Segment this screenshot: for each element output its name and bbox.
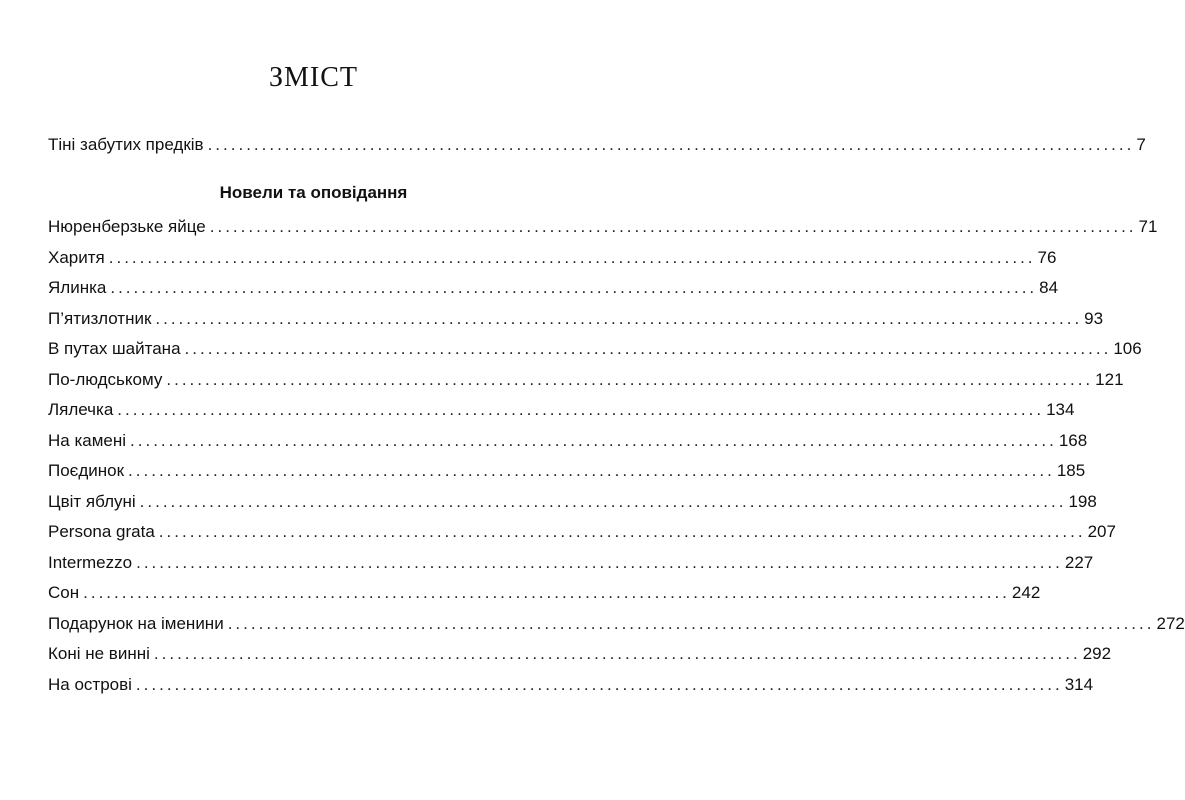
section-heading: Новели та оповідання [219, 183, 408, 202]
toc-entry [48, 430, 1088, 457]
toc-entry-page: 207 [1087, 522, 1116, 541]
page-title: ЗМІСТ [268, 62, 359, 93]
toc-entry-page: 227 [1064, 552, 1094, 572]
toc-entry [48, 278, 1059, 304]
toc-entry-label: Харитя [48, 247, 105, 267]
toc-entry [48, 583, 1041, 609]
toc-entry [48, 247, 1057, 274]
toc-leader-dots: ........................................................................................................................ [136, 552, 1063, 572]
toc-entry-page: 242 [1011, 583, 1041, 602]
toc-entry-label: П’ятизлотник [48, 308, 152, 328]
toc-entry-label: Ялинка [48, 278, 107, 297]
toc-entry [48, 613, 1185, 640]
toc-leader-dots: ........................................................................................................................ [83, 583, 1010, 602]
toc-leader-dots: ........................................................................................................................ [130, 430, 1057, 450]
toc-entry-label: Persona grata [48, 522, 155, 541]
toc-leader-dots: ........................................................................................................................ [209, 217, 1137, 236]
toc-leader-dots: ........................................................................................................................ [184, 339, 1112, 358]
toc-entry-page: 198 [1068, 491, 1097, 511]
toc-leader-dots: ........................................................................................................................ [227, 613, 1155, 633]
toc-entry-page: 76 [1037, 247, 1057, 267]
toc-entry-page: 272 [1156, 613, 1185, 633]
toc-entry-label: Сон [48, 583, 80, 602]
toc-entry [48, 552, 1094, 579]
toc-leader-dots: ........................................................................................................................ [158, 522, 1086, 541]
toc-leader-dots: ........................................................................................................................ [153, 644, 1081, 663]
toc-entry-page: 71 [1138, 217, 1158, 236]
toc-entry-page: 168 [1058, 430, 1088, 450]
toc-entry-label: В путах шайтана [48, 339, 181, 358]
toc-entry [48, 217, 1158, 243]
toc-entry-page: 7 [1136, 135, 1146, 154]
toc-entry-label: Подарунок на іменини [48, 613, 224, 633]
toc-entry-label: На камені [48, 430, 127, 450]
toc-entry-label: Коні не винні [48, 644, 150, 663]
toc-entry [48, 369, 1124, 396]
toc-leader-dots: ........................................................................................................................ [117, 400, 1045, 419]
toc-entry-label: На острові [48, 674, 132, 694]
toc-entry-page: 134 [1046, 400, 1075, 419]
toc-leader-dots: ........................................................................................................................ [108, 247, 1036, 267]
toc-entry-page: 84 [1039, 278, 1059, 297]
toc-entry [48, 339, 1142, 365]
toc-entry [48, 522, 1116, 548]
toc-entry-label: Лялечка [48, 400, 114, 419]
toc-entry-page: 185 [1056, 461, 1086, 480]
toc-entry-label: Intermezzo [48, 552, 133, 572]
toc-entry-page: 106 [1113, 339, 1142, 358]
toc-entry-label: Нюренберзьке яйце [48, 217, 206, 236]
toc-leader-dots: ........................................................................................................................ [166, 369, 1094, 389]
toc-entry [48, 491, 1097, 518]
toc-entry-label: По-людському [48, 369, 163, 389]
toc-leader-dots: ........................................................................................................................ [128, 461, 1055, 480]
toc-leader-dots: ........................................................................................................................ [207, 135, 1135, 154]
toc-entry-label: Поєдинок [48, 461, 125, 480]
toc-entry-page: 314 [1064, 674, 1094, 694]
toc-entry-label: Цвіт яблуні [48, 491, 136, 511]
toc-entry-first [48, 135, 1146, 161]
toc-entry-label: Тіні забутих предків [48, 135, 204, 154]
toc-entry [48, 461, 1086, 487]
toc-entry [48, 674, 1094, 701]
toc-entry [48, 308, 1104, 335]
toc-entry [48, 400, 1075, 426]
toc-leader-dots: ........................................................................................................................ [155, 308, 1083, 328]
toc-entry-page: 292 [1082, 644, 1112, 663]
toc-entry-page: 93 [1084, 308, 1104, 328]
toc-entry-page: 121 [1095, 369, 1124, 389]
toc-leader-dots: ........................................................................................................................ [139, 491, 1067, 511]
toc-leader-dots: ........................................................................................................................ [135, 674, 1063, 694]
toc-entry [48, 644, 1112, 670]
toc-leader-dots: ........................................................................................................................ [110, 278, 1038, 297]
